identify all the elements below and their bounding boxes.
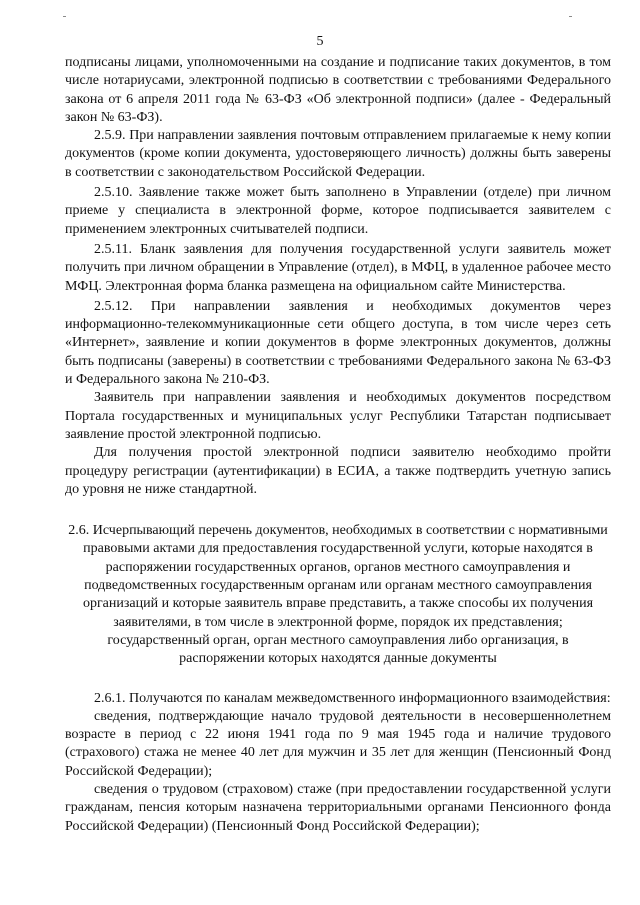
section-title-2-6: 2.6. Исчерпывающий перечень документов, необходимых в соответствии с нормативными правовыми актами для предоставления государственной услуги, которые находятся в распоряжении государственных органов, органов местного самоуправления и подведомственных государственным органам или органам местного самоуправления организаций и которые заявитель вправе представить, а также способы их получения заявителями, в том числе в электронной форме, порядок их представления; государственный орган, орган местного самоуправления либо организация, в распоряжении которых находятся данные документы — [68, 523, 608, 667]
paragraph-applicant-portal: Заявитель при направлении заявления и необходимых документов посредством Портала государственных и муниципальных услуг Республики Татарстан подписывает заявление простой электронной подписью. — [65, 390, 611, 442]
scan-mark-left — [63, 16, 66, 17]
list-item-work-start-evidence: сведения, подтверждающие начало трудовой деятельности в несовершеннолетнем возрасте в период с 22 июня 1941 года по 9 мая 1945 года и наличие трудового (страхового) стажа не менее 40 лет для мужчин и 35 лет для женщин (Пенсионный Фонд Российской Федерации); — [65, 708, 611, 779]
paragraph-2-6-1: 2.6.1. Получаются по каналам межведомственного информационного взаимодействия: — [94, 690, 611, 706]
paragraph-simple-signature-esia: Для получения простой электронной подписи заявителю необходимо пройти процедуру регистрации (аутентификации) в ЕСИА, а также подтвердить учетную запись до уровня не ниже стандартной. — [65, 445, 611, 497]
paragraph-2-5-10: 2.5.10. Заявление также может быть заполнено в Управлении (отделе) при личном приеме у специалиста в электронной форме, которое подписывается заявителем с применением электронных считывателей подписи. — [65, 185, 611, 237]
paragraph-2-5-12: 2.5.12. При направлении заявления и необходимых документов через информационно-телекоммуникационные сети общего доступа, в том числе через сеть «Интернет», заявление и копии документов в форме электронных документов, должны быть подписаны (заверены) в соответствии с требованиями Федерального закона № 63-ФЗ и Федерального закона № 210-ФЗ. — [65, 298, 611, 388]
page-number: 5 — [316, 34, 324, 49]
paragraph-digital-signature-continuation: подписаны лицами, уполномоченными на создание и подписание таких документов, в том числе нотариусами, электронной подписью в соответствии с требованиями Федерального закона от 6 апреля 2011 года № 63-ФЗ «Об электронной подписи» (далее - Федеральный закон № 63-ФЗ). — [65, 55, 611, 125]
document-body — [65, 54, 611, 836]
paragraph-2-5-9: 2.5.9. При направлении заявления почтовым отправлением прилагаемые к нему копии документов (кроме копии документа, удостоверяющего личность) должны быть заверены в соответствии с законодательством Российской Федерации. — [65, 128, 611, 180]
paragraph-2-5-11: 2.5.11. Бланк заявления для получения государственной услуги заявитель может получить при личном обращении в Управление (отдел), в МФЦ, в удаленное рабочее место МФЦ. Электронная форма бланка размещена на официальном сайте Министерства. — [65, 241, 611, 294]
scan-mark-right — [569, 16, 572, 17]
list-item-insurance-record-evidence: сведения о трудовом (страховом) стаже (при предоставлении государственной услуги гражданам, пенсия которым назначена территориальными органами Пенсионного фонда Российской Федерации) (Пенсионный Фонд Российской Федерации); — [65, 781, 611, 834]
